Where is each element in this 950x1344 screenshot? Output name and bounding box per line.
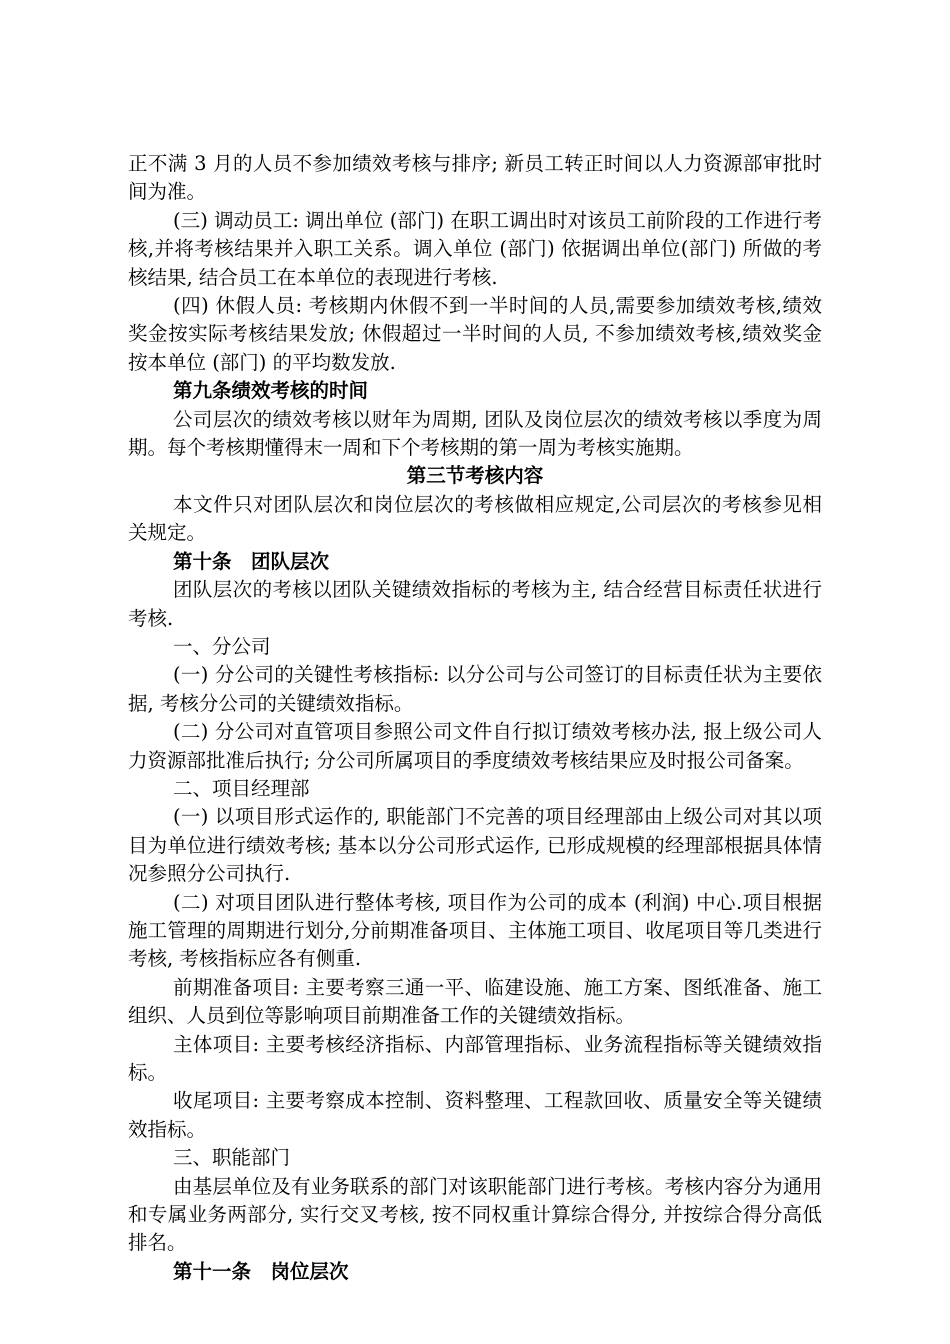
paragraph-scope: 本文件只对团队层次和岗位层次的考核做相应规定,公司层次的考核参见相关规定。	[128, 492, 822, 545]
paragraph-branch-projects: (二) 分公司对直管项目参照公司文件自行拟订绩效考核办法, 报上级公司人力资源部批准后执行; 分公司所属项目的季度绩效考核结果应及时报公司备案。	[128, 720, 822, 772]
paragraph-transferred-staff: (三) 调动员工: 调出单位 (部门) 在职工调出时对该员工前阶段的工作进行考核,并将考核结果并入职工关系。调入单位 (部门) 依据调出单位(部门) 所做的考核结果, 结合员工在本单位的表现进行考核.	[128, 208, 822, 289]
paragraph-preparation-project: 前期准备项目: 主要考察三通一平、临建设施、施工方案、图纸准备、施工组织、人员到位等影响项目前期准备工作的关键绩效指标。	[128, 975, 822, 1028]
section-3-title: 第三节考核内容	[406, 464, 544, 488]
paragraph-probation-continued: 正不满 3 月的人员不参加绩效考核与排序; 新员工转正时间以人力资源部审批时间为准。	[128, 152, 822, 204]
document-page	[128, 150, 822, 1286]
paragraph-main-project: 主体项目: 主要考核经济指标、内部管理指标、业务流程指标等关键绩效指标。	[128, 1032, 822, 1084]
paragraph-staff-on-leave: (四) 休假人员: 考核期内休假不到一半时间的人员,需要参加绩效考核,绩效奖金按实际考核结果发放; 休假超过一半时间的人员, 不参加绩效考核,绩效奖金按本单位 (部门) 的平均数发放.	[128, 294, 822, 374]
paragraph-project-form: (一) 以项目形式运作的, 职能部门不完善的项目经理部由上级公司对其以项目为单位进行绩效考核; 基本以分公司形式运作, 已形成规模的经理部根据具体情况参照分公司执行.	[128, 805, 822, 886]
article-11-heading: 第十一条 岗位层次	[173, 1259, 349, 1283]
article-10-heading: 第十条 团队层次	[173, 549, 330, 573]
subheading-branch-company: 一、分公司	[173, 634, 271, 658]
subheading-project-dept: 二、项目经理部	[173, 776, 310, 800]
paragraph-closing-project: 收尾项目: 主要考察成本控制、资料整理、工程款回收、质量安全等关键绩效指标。	[128, 1089, 822, 1141]
paragraph-team-level: 团队层次的考核以团队关键绩效指标的考核为主, 结合经营目标责任状进行考核.	[128, 578, 822, 630]
paragraph-functional-assessment: 由基层单位及有业务联系的部门对该职能部门进行考核。考核内容分为通用和专属业务两部分, 实行交叉考核, 按不同权重计算综合得分, 并按综合得分高低排名。	[128, 1174, 822, 1255]
paragraph-project-team: (二) 对项目团队进行整体考核, 项目作为公司的成本 (利润) 中心.项目根据施工管理的周期进行划分,分前期准备项目、主体施工项目、收尾项目等几类进行考核, 考核指标应各有侧重.	[128, 890, 822, 971]
subheading-functional-dept: 三、职能部门	[173, 1146, 291, 1170]
paragraph-branch-kpi: (一) 分公司的关键性考核指标: 以分公司与公司签订的目标责任状为主要依据, 考核分公司的关键绩效指标。	[128, 663, 822, 715]
article-9-heading: 第九条绩效考核的时间	[173, 379, 369, 403]
paragraph-assessment-period: 公司层次的绩效考核以财年为周期, 团队及岗位层次的绩效考核以季度为周期。每个考核期懂得末一周和下个考核期的第一周为考核实施期。	[128, 407, 822, 460]
